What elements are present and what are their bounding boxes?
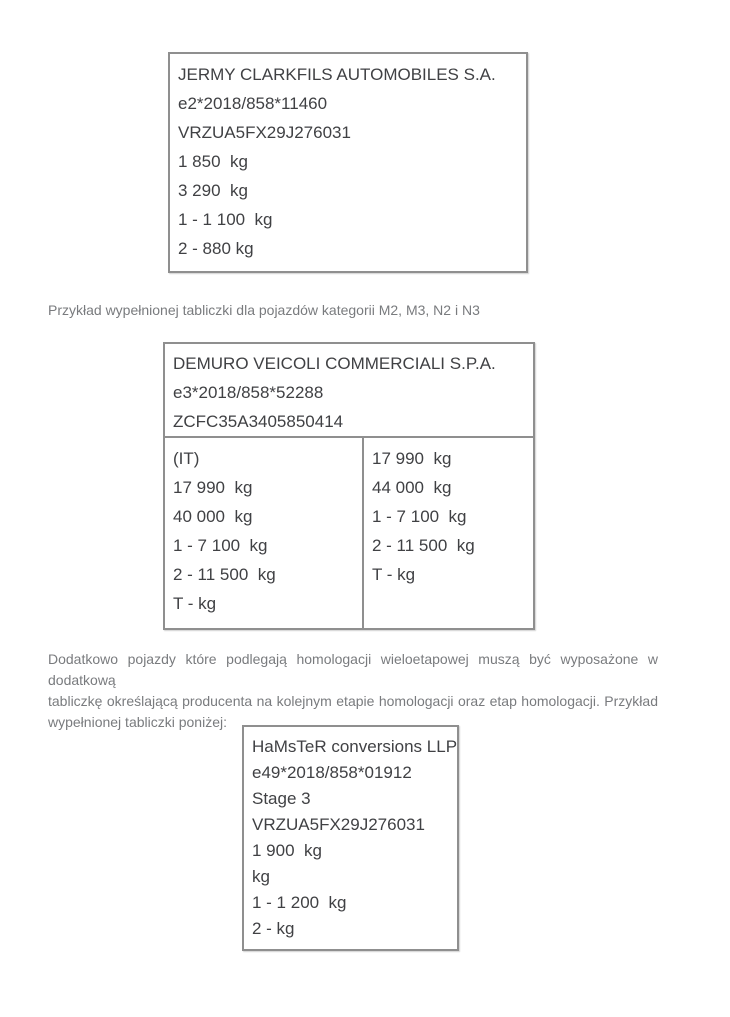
plate2-left-column — [165, 438, 364, 628]
plate2-vin: ZCFC35A3405850414 — [173, 412, 344, 431]
nameplate-example-2 — [163, 342, 535, 630]
paragraph-line-3: wypełnionej tabliczki poniżej: — [48, 714, 227, 730]
plate1-train-mass: 3 290 kg — [178, 181, 248, 200]
plate3-max-laden-mass: 1 900 kg — [252, 841, 322, 860]
plate2-right-axle-1-load: 1 - 7 100 kg — [372, 507, 467, 526]
plate2-right-train-mass: 44 000 kg — [372, 478, 452, 497]
nameplate-example-3-stage — [242, 725, 459, 951]
nameplate-example-1 — [168, 52, 528, 273]
plate3-manufacturer-name: HaMsTeR conversions LLP — [252, 737, 458, 756]
plate2-right-column — [364, 438, 533, 628]
plate2-right-axle-2-load: 2 - 11 500 kg — [372, 536, 475, 555]
plate1-manufacturer-name: JERMY CLARKFILS AUTOMOBILES S.A. — [178, 65, 496, 84]
plate1-vin: VRZUA5FX29J276031 — [178, 123, 351, 142]
paragraph-line-2: tabliczkę określającą producenta na kolejnym etapie homologacji oraz etap homologacji. Przykład — [48, 693, 658, 709]
plate2-left-max-laden-mass: 17 990 kg — [173, 478, 253, 497]
plate3-vin: VRZUA5FX29J276031 — [252, 815, 425, 834]
plate1-axle-2-load: 2 - 880 kg — [178, 239, 254, 258]
plate1-approval-number: e2*2018/858*11460 — [178, 94, 328, 113]
plate2-right-fifth-wheel: T - kg — [372, 565, 416, 584]
plate3-stage: Stage 3 — [252, 789, 311, 808]
plate3-train-mass: kg — [252, 867, 270, 886]
plate3-axle-1-load: 1 - 1 200 kg — [252, 893, 347, 912]
plate2-left-train-mass: 40 000 kg — [173, 507, 253, 526]
plate2-left-country-code: (IT) — [173, 449, 200, 468]
paragraph-line-1: Dodatkowo pojazdy które podlegają homologacji wieloetapowej muszą być wyposażone w dodatkową — [48, 651, 658, 688]
plate3-approval-number: e49*2018/858*01912 — [252, 763, 412, 782]
plate2-left-axle-2-load: 2 - 11 500 kg — [173, 565, 276, 584]
plate2-manufacturer-name: DEMURO VEICOLI COMMERCIALI S.P.A. — [173, 354, 496, 373]
plate2-left-axle-1-load: 1 - 7 100 kg — [173, 536, 268, 555]
plate2-header — [165, 344, 533, 438]
caption-categories-m2-m3-n2-n3: Przykład wypełnionej tabliczki dla pojazdów kategorii M2, M3, N2 i N3 — [48, 302, 480, 318]
plate2-columns — [165, 438, 533, 628]
plate3-axle-2-load: 2 - kg — [252, 919, 295, 938]
plate2-left-fifth-wheel: T - kg — [173, 594, 217, 613]
plate2-approval-number: e3*2018/858*52288 — [173, 383, 324, 402]
paragraph-multistage-homologation — [48, 649, 658, 733]
plate1-max-laden-mass: 1 850 kg — [178, 152, 248, 171]
plate2-right-max-laden-mass: 17 990 kg — [372, 449, 452, 468]
plate1-axle-1-load: 1 - 1 100 kg — [178, 210, 273, 229]
